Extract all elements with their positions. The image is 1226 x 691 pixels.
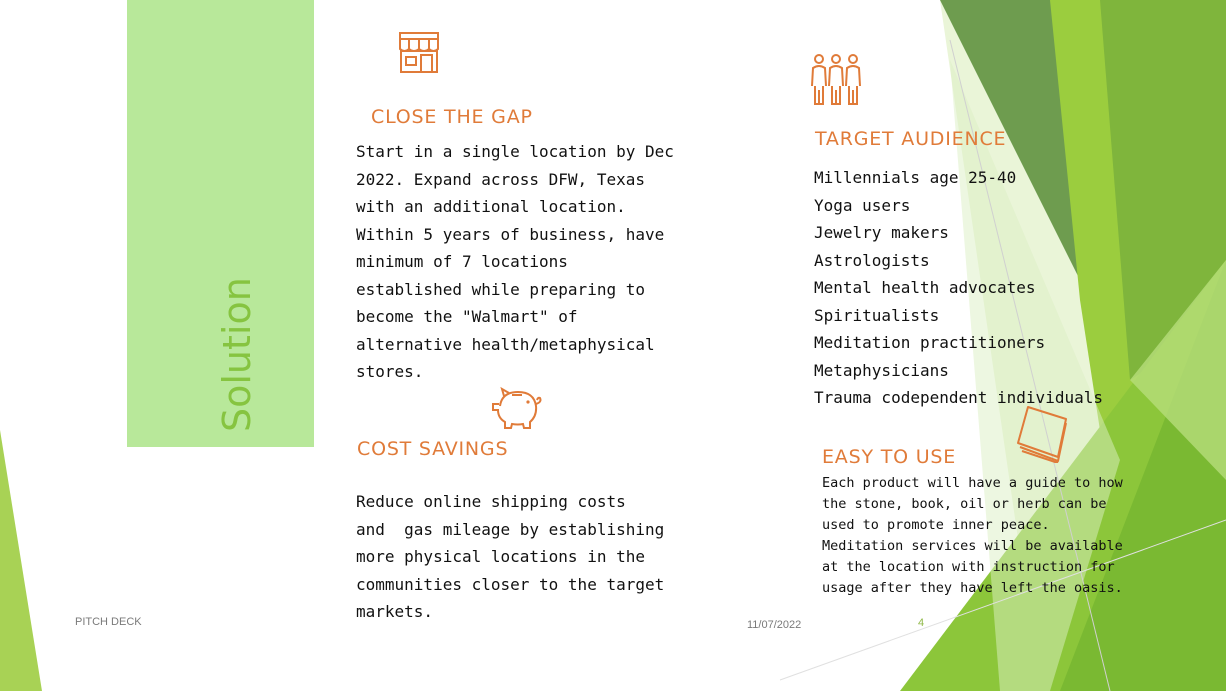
text-line: used to promote inner peace. [822, 517, 1050, 533]
text-line: the stone, book, oil or herb can be [822, 496, 1107, 512]
text-line: more physical locations in the [356, 547, 645, 566]
sticky-notes-icon [1014, 403, 1074, 463]
text-line: at the location with instruction for [822, 559, 1115, 575]
list-item: Spiritualists [814, 305, 940, 325]
text-line: minimum of 7 locations [356, 252, 568, 271]
list-item: Metaphysicians [814, 360, 949, 380]
target-audience-heading: TARGET AUDIENCE [815, 128, 1007, 150]
text-line: Start in a single location by Dec [356, 142, 674, 161]
text-line: stores. [356, 362, 424, 381]
text-line: and gas mileage by establishing [356, 519, 665, 539]
list-item: Meditation practitioners [814, 333, 1046, 352]
text-line: usage after they have left the oasis. [822, 580, 1123, 596]
easy-to-use-text [822, 473, 1123, 599]
footer-date: 11/07/2022 [747, 619, 802, 631]
list-item: Mental health advocates [814, 278, 1036, 297]
text-line: Meditation services will be available [822, 538, 1123, 554]
footer-label: PITCH DECK [75, 616, 142, 628]
list-item: Jewelry makers [814, 223, 949, 242]
text-line: become the "Walmart" of [356, 307, 578, 326]
close-the-gap-text [356, 138, 674, 386]
piggy-bank-icon [490, 386, 546, 432]
text-line: 2022. Expand across DFW, Texas [356, 169, 645, 189]
text-line: Reduce online shipping costs [356, 492, 626, 511]
store-icon [396, 29, 442, 75]
list-item: Millennials age 25-40 [814, 168, 1017, 187]
close-the-gap-heading: CLOSE THE GAP [371, 106, 533, 128]
list-item: Astrologists [814, 250, 930, 270]
text-line: alternative health/metaphysical [356, 334, 655, 354]
text-line: Within 5 years of business, have [356, 224, 665, 244]
easy-to-use-heading: EASY TO USE [822, 446, 957, 468]
text-line: established while preparing to [356, 279, 645, 299]
text-line: Each product will have a guide to how [822, 475, 1123, 491]
cost-savings-heading: COST SAVINGS [357, 438, 509, 460]
text-line: with an additional location. [356, 197, 626, 216]
section-title [175, 277, 265, 432]
cost-savings-text [356, 488, 664, 626]
people-icon [809, 52, 863, 106]
list-item: Trauma codependent individuals [814, 388, 1103, 407]
target-audience-list [814, 164, 1103, 412]
text-line: communities closer to the target [356, 574, 665, 594]
page-number: 4 [918, 617, 925, 629]
section-title-text: Solution [215, 277, 259, 432]
list-item: Yoga users [814, 195, 911, 215]
text-line: markets. [356, 602, 434, 621]
